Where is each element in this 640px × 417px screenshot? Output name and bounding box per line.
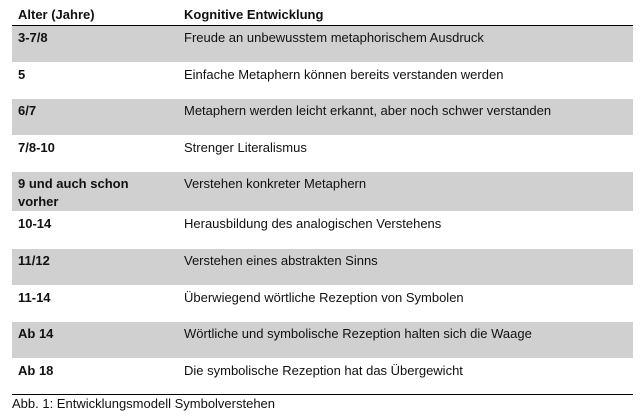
development-cell: Verstehen eines abstrakten Sinns	[178, 248, 633, 285]
age-cell: Ab 14	[12, 322, 178, 359]
development-cell: Verstehen konkreter Metaphern	[178, 172, 633, 212]
table-row	[12, 358, 633, 395]
table-row	[12, 99, 633, 136]
development-cell: Freude an unbewusstem metaphorischem Ausdruck	[178, 26, 633, 63]
table-row	[12, 172, 633, 212]
age-cell: 9 und auch schon vorher	[12, 172, 178, 212]
age-cell: 3-7/8	[12, 26, 178, 63]
table-row	[12, 212, 633, 249]
age-cell: 6/7	[12, 99, 178, 136]
development-cell: Wörtliche und symbolische Rezeption halten sich die Waage	[178, 322, 633, 359]
development-cell: Metaphern werden leicht erkannt, aber noch schwer verstanden	[178, 99, 633, 136]
table-row	[12, 248, 633, 285]
table-row	[12, 285, 633, 322]
age-cell: 5	[12, 62, 178, 99]
age-cell: Ab 18	[12, 358, 178, 395]
age-cell: 10-14	[12, 212, 178, 249]
development-cell: Herausbildung des analogischen Verstehens	[178, 212, 633, 249]
development-cell: Die symbolische Rezeption hat das Übergewicht	[178, 358, 633, 395]
development-cell: Überwiegend wörtliche Rezeption von Symbolen	[178, 285, 633, 322]
age-cell: 11-14	[12, 285, 178, 322]
table-row	[12, 26, 633, 63]
development-table	[12, 4, 633, 395]
header-age: Alter (Jahre)	[12, 4, 178, 26]
table-header-row	[12, 4, 633, 26]
development-cell: Strenger Literalismus	[178, 135, 633, 172]
table-row	[12, 62, 633, 99]
figure-caption: Abb. 1: Entwicklungsmodell Symbolverstehen	[12, 396, 276, 411]
table-row	[12, 322, 633, 359]
age-cell: 7/8-10	[12, 135, 178, 172]
table-row	[12, 135, 633, 172]
development-cell: Einfache Metaphern können bereits verstanden werden	[178, 62, 633, 99]
age-cell: 11/12	[12, 248, 178, 285]
header-development: Kognitive Entwicklung	[178, 4, 633, 26]
